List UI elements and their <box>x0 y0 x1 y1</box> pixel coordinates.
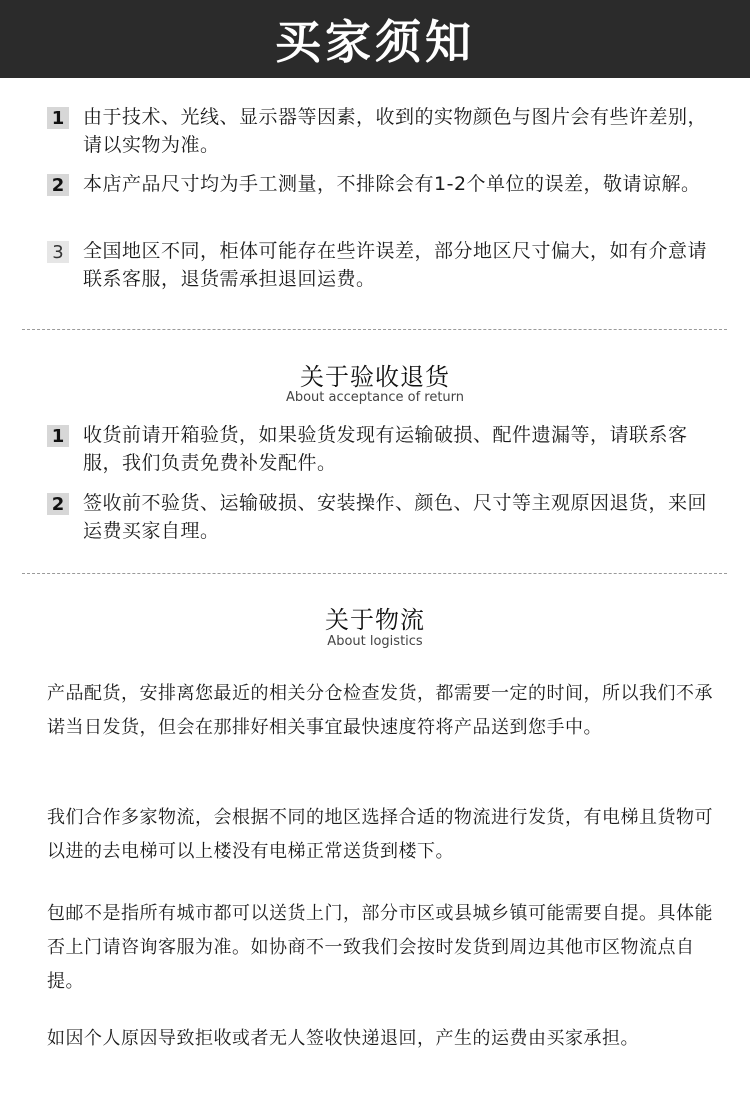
notice-text: 本店产品尺寸均为手工测量，不排除会有1-2个单位的误差，敬请谅解。 <box>83 173 701 195</box>
notice-number: 2 <box>47 174 69 196</box>
notice-number: 1 <box>47 107 69 129</box>
returns-number: 2 <box>47 493 69 515</box>
logistics-title: 关于物流 <box>325 606 425 634</box>
logistics-subtitle: About logistics <box>327 634 423 649</box>
returns-title: 关于验收退货 <box>300 363 450 391</box>
notice-text: 由于技术、光线、显示器等因素，收到的实物颜色与图片会有些许差别，请以实物为准。 <box>83 106 708 156</box>
notice-number: 3 <box>47 241 69 263</box>
section-divider <box>22 573 727 574</box>
logistics-paragraph-2: 我们合作多家物流，会根据不同的地区选择合适的物流进行发货，有电梯且货物可以进的去电梯可以上楼没有电梯正常送货到楼下。 <box>47 807 713 862</box>
notice-item-1 <box>47 103 717 159</box>
returns-item-2 <box>47 489 717 545</box>
logistics-paragraph-3: 包邮不是指所有城市都可以送货上门，部分市区或县城乡镇可能需要自提。具体能否上门请咨询客服为准。如协商不一致我们会按时发货到周边其他市区物流点自提。 <box>47 903 713 992</box>
logistics-paragraph-1: 产品配货，安排离您最近的相关分仓检查发货，都需要一定的时间，所以我们不承诺当日发货，但会在那排好相关事宜最快速度符将产品送到您手中。 <box>47 683 713 738</box>
notice-text: 全国地区不同，柜体可能存在些许误差，部分地区尺寸偏大，如有介意请联系客服，退货需承担退回运费。 <box>83 240 708 290</box>
returns-item-1 <box>47 421 717 477</box>
returns-subtitle: About acceptance of return <box>285 390 465 405</box>
notice-item-3 <box>47 237 717 293</box>
header-banner <box>0 0 750 78</box>
returns-text: 签收前不验货、运输破损、安装操作、颜色、尺寸等主观原因退货，来回运费买家自理。 <box>83 492 708 542</box>
section-divider <box>22 329 727 330</box>
page-title: 买家须知 <box>275 15 475 69</box>
notice-item-2 <box>47 170 717 198</box>
returns-text: 收货前请开箱验货，如果验货发现有运输破损、配件遗漏等，请联系客服，我们负责免费补发配件。 <box>83 424 688 474</box>
logistics-paragraph-4: 如因个人原因导致拒收或者无人签收快递退回，产生的运费由买家承担。 <box>47 1028 639 1049</box>
returns-number: 1 <box>47 425 69 447</box>
